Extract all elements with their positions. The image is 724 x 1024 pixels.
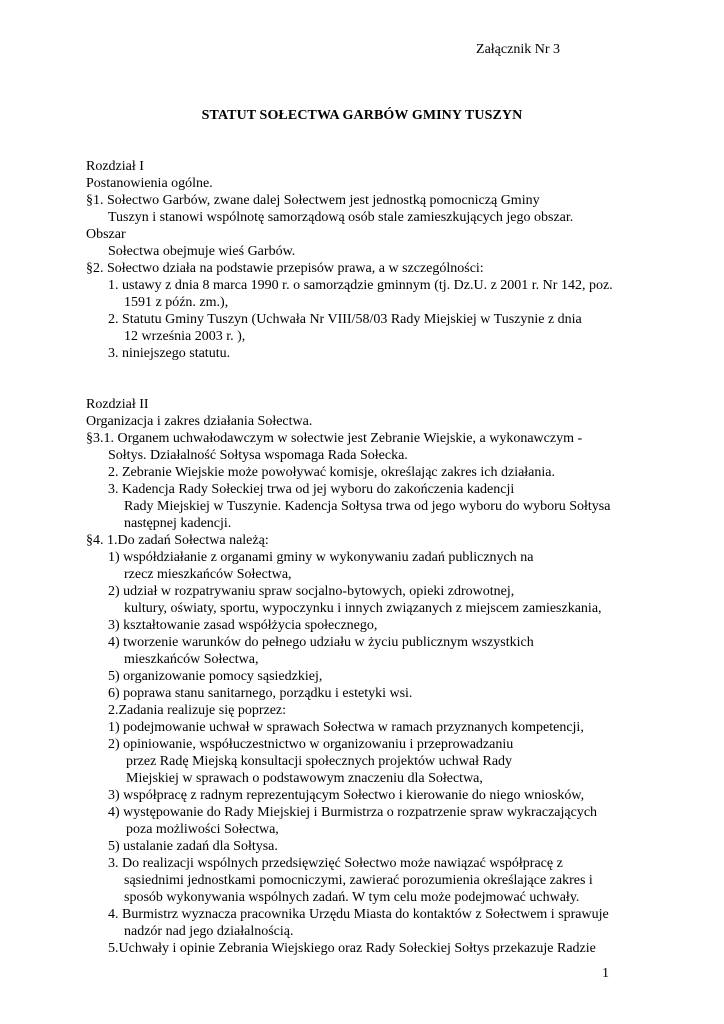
list-item-continuation: sąsiednimi jednostkami pomocniczymi, zawierać porozumienia określające zakres i xyxy=(124,873,593,888)
list-item-continuation: poza możliwości Sołectwa, xyxy=(126,822,279,837)
list-item: 2) udział w rozpatrywaniu spraw socjalno-bytowych, opieki zdrowotnej, xyxy=(108,584,515,599)
list-item-continuation: nadzór nad jego działalnością. xyxy=(124,924,294,939)
list-item: 4. Burmistrz wyznacza pracownika Urzędu Miasta do kontaktów z Sołectwem i sprawuje xyxy=(108,907,609,922)
list-item: 5) ustalanie zadań dla Sołtysa. xyxy=(108,839,278,854)
list-item-continuation: 1591 z późn. zm.), xyxy=(124,295,229,310)
list-item: 1) współdziałanie z organami gminy w wykonywaniu zadań publicznych na xyxy=(108,550,534,565)
list-item: 3) kształtowanie zasad współżycia społecznego, xyxy=(108,618,378,633)
document-title: STATUT SOŁECTWA GARBÓW GMINY TUSZYN xyxy=(201,108,523,123)
paragraph-line: Sołectwa obejmuje wieś Garbów. xyxy=(108,244,296,259)
list-item-continuation: przez Radę Miejską konsultacji społecznych projektów uchwał Rady xyxy=(126,754,513,769)
chapter-2-heading: Rozdział II xyxy=(86,397,149,412)
attachment-label: Załącznik Nr 3 xyxy=(476,42,560,57)
list-item: 6) poprawa stanu sanitarnego, porządku i estetyki wsi. xyxy=(108,686,413,701)
paragraph-line: Obszar xyxy=(86,227,126,242)
chapter-2-subheading: Organizacja i zakres działania Sołectwa. xyxy=(86,414,313,429)
paragraph-line: Tuszyn i stanowi wspólnotę samorządową osób stale zamieszkujących jego obszar. xyxy=(108,210,574,225)
paragraph-line: §1. Sołectwo Garbów, zwane dalej Sołectwem jest jednostką pomocniczą Gminy xyxy=(86,193,540,208)
list-item: 4) występowanie do Rady Miejskiej i Burmistrza o rozpatrzenie spraw wykraczających xyxy=(108,805,598,820)
list-item: 1. ustawy z dnia 8 marca 1990 r. o samorządzie gminnym (tj. Dz.U. z 2001 r. Nr 142, poz. xyxy=(108,278,613,293)
chapter-1-heading: Rozdział I xyxy=(86,159,144,174)
paragraph-line: §2. Sołectwo działa na podstawie przepisów prawa, a w szczególności: xyxy=(86,261,484,276)
list-item: 1) podejmowanie uchwał w sprawach Sołectwa w ramach przyznanych kompetencji, xyxy=(108,720,584,735)
paragraph-line: Sołtys. Działalność Sołtysa wspomaga Rada Sołecka. xyxy=(108,448,408,463)
list-item-continuation: sposób wykonywania wspólnych zadań. W tym celu może podejmować uchwały. xyxy=(124,890,580,905)
list-item-continuation: następnej kadencji. xyxy=(124,516,232,531)
page-number: 1 xyxy=(602,966,609,981)
list-item: 3. Kadencja Rady Sołeckiej trwa od jej wyboru do zakończenia kadencji xyxy=(108,482,515,497)
chapter-1-subheading: Postanowienia ogólne. xyxy=(86,176,213,191)
list-item: 3. niniejszego statutu. xyxy=(108,346,231,361)
paragraph-line: §3.1. Organem uchwałodawczym w sołectwie jest Zebranie Wiejskie, a wykonawczym - xyxy=(86,431,583,446)
list-item: 2. Statutu Gminy Tuszyn (Uchwała Nr VIII/58/03 Rady Miejskiej w Tuszynie z dnia xyxy=(108,312,582,327)
list-item: 2. Zebranie Wiejskie może powoływać komisje, określając zakres ich działania. xyxy=(108,465,556,480)
section-spacer xyxy=(86,362,646,396)
list-item: 5) organizowanie pomocy sąsiedzkiej, xyxy=(108,669,323,684)
list-item-continuation: rzecz mieszkańców Sołectwa, xyxy=(124,567,292,582)
list-item: 2) opiniowanie, współuczestnictwo w organizowaniu i przeprowadzaniu xyxy=(108,737,514,752)
list-item: 3) współpracę z radnym reprezentującym Sołectwo i kierowanie do niego wniosków, xyxy=(108,788,585,803)
paragraph-line: §4. 1.Do zadań Sołectwa należą: xyxy=(86,533,269,548)
list-item-continuation: Miejskiej w sprawach o podstawowym znaczeniu dla Sołectwa, xyxy=(126,771,483,786)
paragraph-line: 2.Zadania realizuje się poprzez: xyxy=(108,703,287,718)
list-item-continuation: mieszkańców Sołectwa, xyxy=(124,652,259,667)
list-item-continuation: kultury, oświaty, sportu, wypoczynku i innych związanych z miejscem zamieszkania, xyxy=(124,601,602,616)
document-body xyxy=(86,158,646,957)
list-item: 3. Do realizacji wspólnych przedsięwzięć Sołectwo może nawiązać współpracę z xyxy=(108,856,563,871)
list-item: 4) tworzenie warunków do pełnego udziału w życiu publicznym wszystkich xyxy=(108,635,534,650)
list-item: 5.Uchwały i opinie Zebrania Wiejskiego oraz Rady Sołeckiej Sołtys przekazuje Radzie xyxy=(108,941,596,956)
list-item-continuation: Rady Miejskiej w Tuszynie. Kadencja Sołtysa trwa od jego wyboru do wyboru Sołtysa xyxy=(124,499,611,514)
list-item-continuation: 12 września 2003 r. ), xyxy=(124,329,246,344)
